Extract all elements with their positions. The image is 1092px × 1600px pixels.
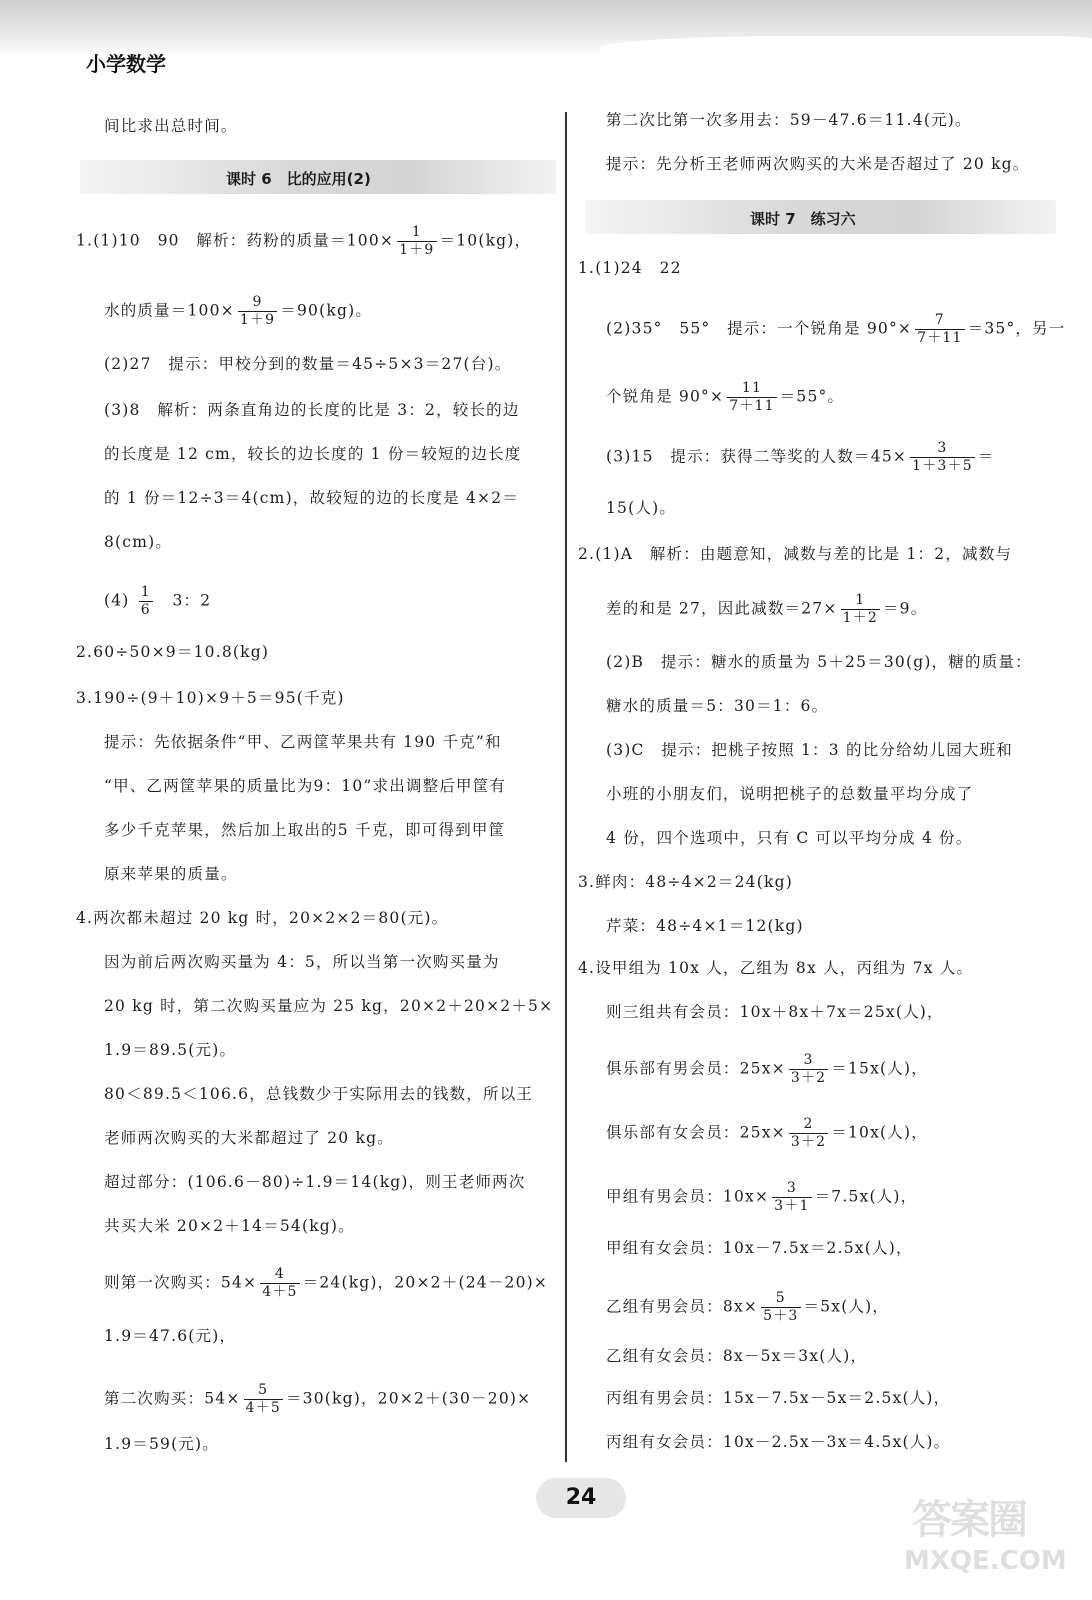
hint-line: 提示：先分析王老师两次购买的大米是否超过了 20 kg。 — [606, 155, 1030, 173]
text-line: 间比求出总时间。 — [104, 117, 238, 135]
answer-line: 4.两次都未超过 20 kg 时，20×2×2＝80(元)。 — [76, 909, 449, 927]
fraction: $\frac{9}{1+9}$ — [239, 294, 276, 328]
answer-line: 水的质量＝100× $\frac{9}{1+9}$ ＝90(kg)。 — [104, 294, 373, 328]
watermark-en: MXQE.COM — [904, 1546, 1067, 1576]
answer-line: 老师两次购买的大米都超过了 20 kg。 — [104, 1129, 394, 1147]
answer-line: 20 kg 时，第二次购买量应为 25 kg，20×2＋20×2＋5× — [104, 997, 554, 1015]
answer-line: 丙组有男会员：15x－7.5x－5x＝2.5x(人)， — [606, 1389, 951, 1407]
answer-line: 个锐角是 90°× $\frac{11}{7+11}$ ＝55°。 — [606, 380, 845, 414]
answer-line: 俱乐部有女会员：25x× $\frac{2}{3+2}$ ＝10x(人)， — [606, 1116, 928, 1150]
answer-line: 则第一次购买：54× $\frac{4}{4+5}$ ＝24(kg)，20×2＋(24－20)× — [104, 1266, 549, 1300]
answer-line: 超过部分：(106.6－80)÷1.9＝14(kg)，则王老师两次 — [104, 1173, 526, 1191]
fraction: $\frac{5}{4+5}$ — [245, 1382, 281, 1416]
column-divider — [565, 112, 567, 1462]
answer-line: 俱乐部有男会员：25x× $\frac{3}{3+2}$ ＝15x(人)， — [606, 1052, 928, 1086]
answer-line: 小班的小朋友们，说明把桃子的总数量平均分成了 — [606, 785, 974, 803]
subject-header: 小学数学 — [86, 52, 166, 76]
fraction: $\frac{1}{6}$ — [140, 584, 151, 618]
answer-line: 4.设甲组为 10x 人，乙组为 8x 人，丙组为 7x 人。 — [578, 959, 974, 977]
answer-line: 1.9＝89.5(元)。 — [104, 1041, 237, 1059]
fraction: $\frac{3}{3+1}$ — [774, 1180, 810, 1214]
answer-line: 甲组有男会员：10x× $\frac{3}{3+1}$ ＝7.5x(人)， — [606, 1180, 918, 1214]
answer-line: 8(cm)。 — [104, 533, 173, 551]
answer-line: (3)C 提示：把桃子按照 1：3 的比分给幼儿园大班和 — [606, 741, 1013, 759]
answer-line: 乙组有男会员：8x× $\frac{5}{5+3}$ ＝5x(人)， — [606, 1290, 890, 1324]
hint-line: 原来苹果的质量。 — [104, 865, 238, 883]
hint-line: 多少千克苹果，然后加上取出的5 千克，即可得到甲筐 — [104, 821, 506, 839]
answer-line: 的长度是 12 cm，较长的边长度的 1 份＝较短的边长度 — [104, 445, 522, 463]
answer-line: 80＜89.5＜106.6，总钱数少于实际用去的钱数，所以王 — [104, 1085, 534, 1103]
answer-line: 2.(1)A 解析：由题意知，减数与差的比是 1：2，减数与 — [578, 545, 1013, 563]
fraction: $\frac{3}{3+2}$ — [790, 1052, 827, 1086]
answer-line: (3)8 解析：两条直角边的长度的比是 3：2，较长的边 — [104, 401, 520, 419]
fraction: $\frac{3}{1+3+5}$ — [912, 440, 973, 474]
fraction: $\frac{4}{4+5}$ — [262, 1266, 298, 1300]
answer-line: 则三组共有会员：10x＋8x＋7x＝25x(人)， — [606, 1003, 944, 1021]
answer-line: 4 份，四个选项中，只有 C 可以平均分成 4 份。 — [606, 829, 973, 847]
answer-line: (3)15 提示：获得二等奖的人数＝45× $\frac{3}{1+3+5}$ ＝ — [606, 440, 995, 474]
fraction: $\frac{11}{7+11}$ — [729, 380, 775, 414]
answer-line: (2)35° 55° 提示：一个锐角是 90°× $\frac{7}{7+11}$ ＝35°，另一 — [606, 312, 1066, 346]
fraction: $\frac{1}{1+9}$ — [399, 224, 435, 258]
torn-edge — [600, 36, 1092, 66]
answer-line: 丙组有女会员：10x－2.5x－3x＝4.5x(人)。 — [606, 1433, 951, 1451]
answer-line: 差的和是 27，因此减数＝27× $\frac{1}{1+2}$ ＝9。 — [606, 592, 928, 626]
section-title: 课时 7 练习六 — [750, 210, 856, 228]
answer-line: 1.9＝47.6(元)， — [104, 1327, 237, 1345]
answer-line: (2)B 提示：糖水的质量为 5＋25＝30(g)，糖的质量： — [606, 653, 1032, 671]
answer-line: (2)27 提示：甲校分到的数量＝45÷5×3＝27(台)。 — [104, 355, 512, 373]
hint-line: “甲、乙两筐苹果的质量比为9：10”求出调整后甲筐有 — [104, 777, 507, 795]
answer-line: 1.(1)10 90 解析：药粉的质量＝100× $\frac{1}{1+9}$ ＝10(kg)， — [76, 224, 532, 258]
answer-line: 15(人)。 — [606, 499, 677, 517]
answer-line: 的 1 份＝12÷3＝4(cm)，故较短的边的长度是 4×2＝ — [104, 489, 519, 507]
answer-line: 3.190÷(9＋10)×9＋5＝95(千克) — [76, 689, 345, 707]
section-title: 课时 6 比的应用(2) — [226, 170, 371, 188]
fraction: $\frac{7}{7+11}$ — [917, 312, 963, 346]
watermark-logo — [902, 1488, 1082, 1588]
fraction: $\frac{5}{5+3}$ — [763, 1290, 799, 1324]
answer-line: 第二次购买：54× $\frac{5}{4+5}$ ＝30(kg)，20×2＋(30－20)× — [104, 1382, 532, 1416]
fraction: $\frac{2}{3+2}$ — [790, 1116, 827, 1150]
watermark-cn: 答案圈 — [912, 1497, 1026, 1543]
answer-line: 1.9＝59(元)。 — [104, 1435, 219, 1453]
answer-line: 糖水的质量＝5：30＝1：6。 — [606, 697, 829, 715]
answer-line: 共买大米 20×2＋14＝54(kg)。 — [104, 1217, 355, 1235]
answer-line: 芹菜：48÷4×1＝12(kg) — [606, 917, 804, 935]
answer-line: 3.鲜肉：48÷4×2＝24(kg) — [578, 873, 793, 891]
page-number: 24 — [536, 1478, 626, 1518]
answer-line: 1.(1)24 22 — [578, 259, 682, 277]
answer-line: (4) $\frac{1}{6}$ 3：2 — [104, 584, 212, 618]
hint-line: 提示：先依据条件“甲、乙两筐苹果共有 190 千克”和 — [104, 733, 502, 751]
answer-line: 2.60÷50×9＝10.8(kg) — [76, 643, 270, 661]
fraction: $\frac{1}{1+2}$ — [842, 592, 878, 626]
answer-line: 第二次比第一次多用去：59－47.6＝11.4(元)。 — [606, 111, 972, 129]
answer-line: 因为前后两次购买量为 4：5，所以当第一次购买量为 — [104, 953, 500, 971]
answer-line: 甲组有女会员：10x－7.5x＝2.5x(人)， — [606, 1239, 913, 1257]
answer-line: 乙组有女会员：8x－5x＝3x(人)， — [606, 1347, 868, 1365]
